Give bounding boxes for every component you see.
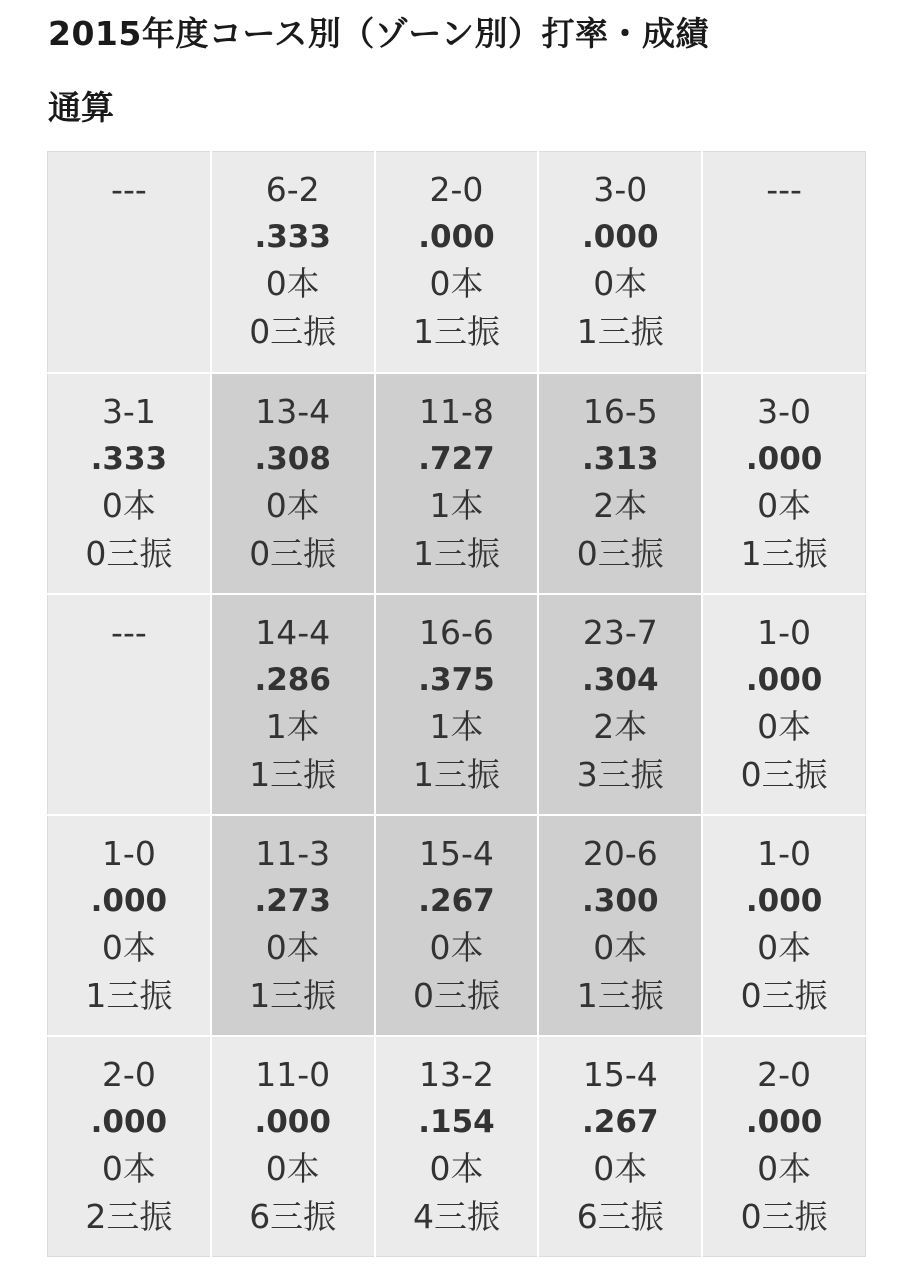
zone-strikeouts: 0三振 xyxy=(740,975,828,1015)
zone-strikeouts: 0三振 xyxy=(740,1196,828,1236)
zone-cell xyxy=(48,373,211,594)
zone-hits-at-bats: 11-0 xyxy=(255,1054,331,1094)
zone-batting-average: .000 xyxy=(745,661,823,698)
zone-batting-average: .000 xyxy=(745,1103,823,1140)
zone-cell xyxy=(48,1036,211,1257)
page-title: 2015年度コース別（ゾーン別）打率・成績 xyxy=(48,14,710,53)
zone-hits-at-bats: 15-4 xyxy=(419,833,494,873)
zone-hits-at-bats: 1-0 xyxy=(101,833,156,873)
zone-strikeouts: 1三振 xyxy=(412,533,500,573)
zone-cell xyxy=(375,815,539,1036)
zone-batting-table xyxy=(47,151,866,1257)
zone-strikeouts: 1三振 xyxy=(85,975,173,1015)
zone-home-runs: 0本 xyxy=(101,485,156,525)
zone-hits-at-bats: 14-4 xyxy=(255,612,331,652)
zone-batting-average: .333 xyxy=(254,219,331,255)
zone-batting-average: .304 xyxy=(582,661,659,698)
zone-no-data: --- xyxy=(111,612,147,652)
zone-row xyxy=(48,815,866,1036)
zone-home-runs: 0本 xyxy=(101,927,156,967)
zone-cell xyxy=(375,1036,539,1257)
zone-strikeouts: 4三振 xyxy=(412,1196,500,1236)
zone-cell xyxy=(375,373,539,594)
zone-no-data: --- xyxy=(766,170,802,209)
zone-hits-at-bats: 1-0 xyxy=(757,833,812,873)
zone-cell xyxy=(538,815,702,1036)
zone-strikeouts: 2三振 xyxy=(85,1196,173,1236)
zone-home-runs: 0本 xyxy=(757,706,812,746)
zone-home-runs: 0本 xyxy=(429,264,484,303)
zone-cell xyxy=(702,815,865,1036)
zone-batting-average: .267 xyxy=(582,1103,659,1140)
zone-strikeouts: 0三振 xyxy=(249,533,337,573)
zone-home-runs: 0本 xyxy=(593,1148,648,1188)
zone-home-runs: 2本 xyxy=(593,706,648,746)
zone-hits-at-bats: 3-0 xyxy=(757,391,812,431)
zone-strikeouts: 1三振 xyxy=(576,975,664,1015)
zone-cell xyxy=(702,594,865,815)
zone-grid xyxy=(48,152,866,1257)
zone-batting-average: .000 xyxy=(90,882,168,919)
zone-cell xyxy=(48,594,211,815)
zone-hits-at-bats: 13-4 xyxy=(255,391,331,431)
zone-home-runs: 1本 xyxy=(429,706,484,746)
zone-cell xyxy=(211,1036,375,1257)
zone-hits-at-bats: 2-0 xyxy=(757,1054,812,1094)
zone-hits-at-bats: 6-2 xyxy=(265,170,320,209)
zone-batting-average: .300 xyxy=(582,882,659,919)
zone-cell xyxy=(702,1036,865,1257)
zone-home-runs: 0本 xyxy=(265,485,320,525)
zone-cell xyxy=(375,594,539,815)
zone-strikeouts: 1三振 xyxy=(412,312,500,351)
section-subtitle: 通算 xyxy=(48,88,114,127)
zone-cell xyxy=(702,152,865,373)
zone-cell xyxy=(538,594,702,815)
zone-home-runs: 1本 xyxy=(265,706,320,746)
zone-batting-average: .727 xyxy=(418,440,495,477)
zone-hits-at-bats: 11-3 xyxy=(255,833,331,873)
zone-home-runs: 0本 xyxy=(265,927,320,967)
zone-hits-at-bats: 13-2 xyxy=(419,1054,494,1094)
zone-home-runs: 1本 xyxy=(429,485,484,525)
zone-home-runs: 0本 xyxy=(265,264,320,303)
zone-strikeouts: 0三振 xyxy=(249,312,337,351)
zone-strikeouts: 6三振 xyxy=(576,1196,664,1236)
zone-strikeouts: 0三振 xyxy=(412,975,500,1015)
zone-hits-at-bats: 1-0 xyxy=(757,612,812,652)
zone-cell xyxy=(702,373,865,594)
zone-strikeouts: 0三振 xyxy=(740,754,828,794)
zone-hits-at-bats: 3-0 xyxy=(593,170,648,209)
zone-hits-at-bats: 15-4 xyxy=(582,1054,658,1094)
zone-home-runs: 0本 xyxy=(757,485,812,525)
zone-batting-average: .286 xyxy=(254,661,331,698)
zone-home-runs: 0本 xyxy=(429,927,484,967)
zone-batting-average: .154 xyxy=(418,1103,495,1140)
zone-strikeouts: 1三振 xyxy=(249,975,337,1015)
zone-home-runs: 0本 xyxy=(593,264,648,303)
zone-row xyxy=(48,594,866,815)
zone-batting-average: .375 xyxy=(418,661,495,698)
zone-cell xyxy=(538,1036,702,1257)
zone-row xyxy=(48,1036,866,1257)
zone-batting-average: .000 xyxy=(418,219,495,255)
zone-cell xyxy=(375,152,539,373)
zone-hits-at-bats: 16-5 xyxy=(582,391,658,431)
zone-home-runs: 0本 xyxy=(757,927,812,967)
zone-row xyxy=(48,373,866,594)
zone-batting-average: .000 xyxy=(745,882,823,919)
zone-row xyxy=(48,152,866,373)
zone-hits-at-bats: 2-0 xyxy=(101,1054,156,1094)
zone-hits-at-bats: 2-0 xyxy=(429,170,484,209)
zone-cell xyxy=(538,152,702,373)
zone-strikeouts: 6三振 xyxy=(249,1196,337,1236)
zone-strikeouts: 1三振 xyxy=(249,754,337,794)
zone-home-runs: 2本 xyxy=(593,485,648,525)
zone-home-runs: 0本 xyxy=(757,1148,812,1188)
zone-batting-average: .313 xyxy=(582,440,659,477)
zone-hits-at-bats: 20-6 xyxy=(582,833,658,873)
zone-home-runs: 0本 xyxy=(429,1148,484,1188)
zone-cell xyxy=(211,373,375,594)
zone-cell xyxy=(211,815,375,1036)
zone-strikeouts: 0三振 xyxy=(576,533,664,573)
zone-hits-at-bats: 3-1 xyxy=(101,391,156,431)
zone-strikeouts: 1三振 xyxy=(576,312,664,351)
zone-batting-average: .000 xyxy=(254,1103,331,1140)
zone-batting-average: .000 xyxy=(745,440,823,477)
zone-home-runs: 0本 xyxy=(265,1148,320,1188)
zone-no-data: --- xyxy=(111,170,147,209)
zone-strikeouts: 1三振 xyxy=(740,533,828,573)
zone-batting-average: .267 xyxy=(418,882,495,919)
zone-cell xyxy=(48,152,211,373)
zone-home-runs: 0本 xyxy=(593,927,648,967)
zone-strikeouts: 1三振 xyxy=(412,754,500,794)
zone-cell xyxy=(538,373,702,594)
zone-hits-at-bats: 23-7 xyxy=(582,612,658,652)
zone-hits-at-bats: 16-6 xyxy=(419,612,494,652)
zone-batting-average: .308 xyxy=(254,440,331,477)
zone-batting-average: .273 xyxy=(254,882,331,919)
zone-cell xyxy=(211,594,375,815)
zone-strikeouts: 0三振 xyxy=(85,533,173,573)
zone-batting-average: .000 xyxy=(90,1103,168,1140)
zone-batting-average: .333 xyxy=(90,440,168,477)
zone-batting-average: .000 xyxy=(582,219,659,255)
zone-cell xyxy=(211,152,375,373)
zone-cell xyxy=(48,815,211,1036)
zone-home-runs: 0本 xyxy=(101,1148,156,1188)
zone-hits-at-bats: 11-8 xyxy=(419,391,494,431)
zone-strikeouts: 3三振 xyxy=(576,754,664,794)
